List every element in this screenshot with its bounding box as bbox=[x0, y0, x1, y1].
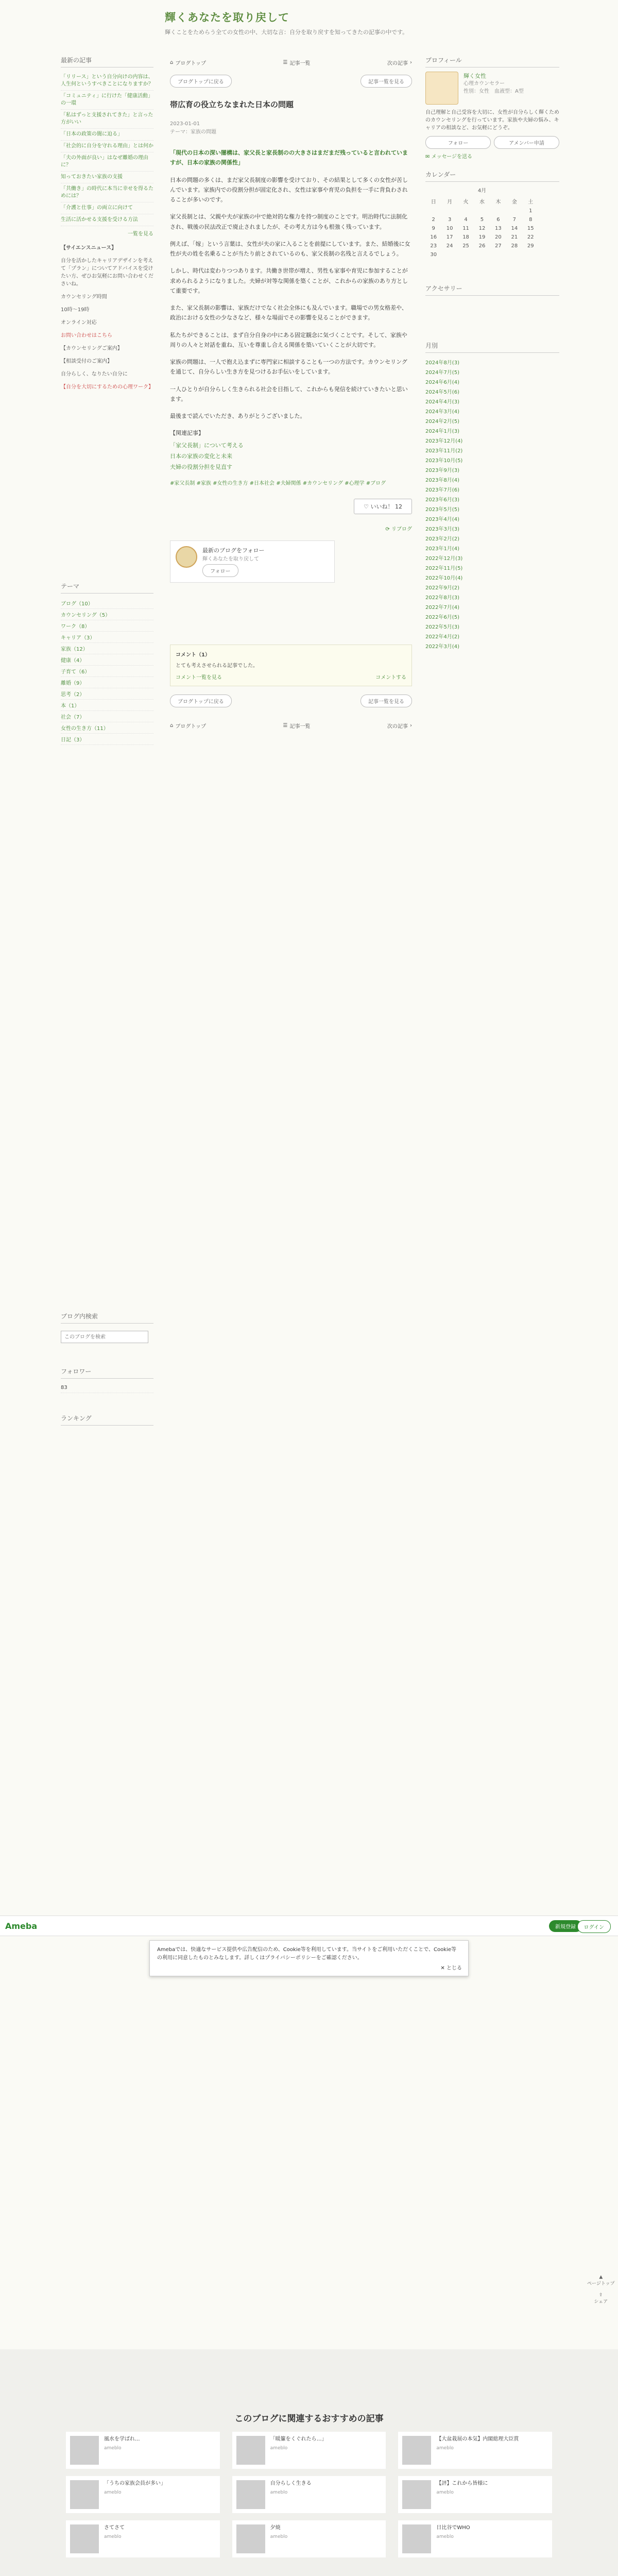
theme-link[interactable]: 社会（7） bbox=[61, 711, 153, 722]
calendar-day[interactable]: 16 bbox=[430, 234, 437, 240]
reblog-icon: ⟳ bbox=[385, 527, 390, 533]
recommend-item-title: 「暖簾をくぐれたら…」 bbox=[270, 2436, 327, 2442]
profile-heading: プロフィール bbox=[425, 56, 559, 67]
profile-image[interactable] bbox=[425, 72, 458, 105]
entry-link[interactable]: 「コミュニティ」に行けた「健康活動」の一環 bbox=[61, 91, 153, 110]
calendar-day[interactable]: 23 bbox=[430, 243, 437, 249]
entry-theme[interactable]: テーマ：家族の問題 bbox=[170, 129, 216, 135]
profile-name[interactable]: 輝く女性 bbox=[464, 73, 486, 79]
comment-post-link[interactable]: コメントする bbox=[375, 675, 406, 681]
theme-link[interactable]: 離婚（9） bbox=[61, 677, 153, 688]
comment-text: とても考えさせられる記事でした。 bbox=[176, 663, 258, 669]
entry-btn-row bbox=[170, 75, 412, 88]
recommend-item[interactable] bbox=[66, 2476, 220, 2513]
recommend-item-source: ameblo bbox=[270, 2446, 288, 2451]
thumbnail bbox=[402, 2524, 431, 2553]
profile-meta: 性別：女性 血液型：A型 bbox=[464, 89, 524, 94]
calendar-day[interactable]: 24 bbox=[446, 243, 453, 249]
notice-text: 【カウンセリングご案内】 bbox=[61, 346, 123, 351]
follow-card bbox=[170, 540, 335, 583]
calendar-day[interactable]: 21 bbox=[511, 234, 518, 240]
blog-header bbox=[165, 9, 453, 36]
cookie-close-button[interactable]: ✕ とじる bbox=[440, 1965, 462, 1971]
comment-list-link[interactable]: コメント一覧を見る bbox=[176, 675, 222, 681]
recommend-item-text bbox=[104, 2436, 140, 2465]
recommend-item[interactable] bbox=[66, 2520, 220, 2557]
entry-list-link[interactable]: ☰ 記事一覧 bbox=[283, 723, 311, 730]
contact-link[interactable]: お問い合わせはこちら bbox=[61, 333, 112, 338]
entry-title: 帯広育の役立ちなまれた日本の問題 bbox=[170, 100, 294, 109]
entry-link[interactable]: 「日本の政策の闇に迫る」 bbox=[61, 129, 153, 141]
archive-link[interactable]: 2024年4月(3) bbox=[425, 399, 459, 405]
recommend-item[interactable] bbox=[398, 2432, 552, 2469]
recommend-item-title: 風水を学ばれ... bbox=[104, 2436, 140, 2442]
theme-list bbox=[61, 598, 153, 745]
archive-link[interactable]: 2023年10月(5) bbox=[425, 458, 463, 464]
recommend-item-text bbox=[436, 2480, 488, 2509]
calendar-day[interactable]: 1 bbox=[529, 208, 533, 214]
recommend-item-source: ameblo bbox=[104, 2534, 122, 2539]
archive-link[interactable]: 2022年5月(3) bbox=[425, 624, 459, 630]
next-entry-link[interactable]: 次の記事 › bbox=[387, 723, 412, 730]
recommend-item-text bbox=[104, 2480, 166, 2509]
like-button[interactable]: ♡ いいね！ 12 bbox=[354, 499, 412, 514]
calendar-day[interactable]: 26 bbox=[478, 243, 486, 249]
notice-text: 【相談受付のご案内】 bbox=[61, 359, 112, 364]
right-sidebar bbox=[425, 56, 559, 651]
theme-link[interactable]: 思考（2） bbox=[61, 688, 153, 700]
theme-heading: テーマ bbox=[61, 582, 153, 594]
body-paragraph: 家父長制とは、父親や夫が家族の中で絶対的な権力を持つ制度のことです。明治時代に法制化され、戦後の民法改正で廃止されましたが、その考え方は今も根強く残っています。 bbox=[170, 213, 408, 230]
entry-link[interactable]: 知っておきたい家族の支援 bbox=[61, 172, 153, 183]
calendar-day bbox=[458, 207, 474, 215]
notice-text: 自分を活かしたキャリアデザインを考えて「プラン」についてアドバイスを受けたい方、ぜひお気軽にお問い合わせくださいね。 bbox=[61, 258, 153, 287]
calendar-day bbox=[441, 250, 457, 259]
thumbnail bbox=[70, 2480, 99, 2509]
entry-nav-bottom bbox=[170, 719, 412, 733]
body-paragraph: 一人ひとりが自分らしく生きられる社会を目指して、これからも発信を続けていきたいと思います。 bbox=[170, 385, 408, 402]
body-paragraph: 最後まで読んでいただき、ありがとうございました。 bbox=[170, 413, 306, 419]
recommend-item-title: 【評】これから皆様に bbox=[436, 2481, 488, 2486]
archive-link[interactable]: 2022年6月(5) bbox=[425, 615, 459, 620]
entries-more-link[interactable]: 一覧を見る bbox=[128, 231, 153, 237]
calendar-day[interactable]: 19 bbox=[478, 234, 486, 240]
theme-link[interactable]: 日記（3） bbox=[61, 734, 153, 745]
calendar-day[interactable]: 5 bbox=[480, 217, 484, 223]
blog-search-input[interactable] bbox=[61, 1331, 148, 1343]
recommend-item-source: ameblo bbox=[104, 2490, 122, 2495]
recommend-item[interactable] bbox=[398, 2476, 552, 2513]
calendar-day[interactable]: 17 bbox=[446, 234, 453, 240]
weekday: 日 bbox=[431, 199, 436, 205]
calendar-day[interactable]: 4 bbox=[464, 217, 468, 223]
calendar-day bbox=[458, 250, 474, 259]
heart-icon: ♡ bbox=[364, 503, 369, 511]
recommend-section-related bbox=[0, 2411, 618, 2424]
list-icon: ☰ bbox=[283, 60, 288, 65]
calendar-day[interactable]: 12 bbox=[478, 226, 486, 231]
theme-link[interactable]: カウンセリング（5） bbox=[61, 609, 153, 620]
theme-link[interactable]: キャリア（3） bbox=[61, 632, 153, 643]
calendar-day[interactable]: 7 bbox=[512, 217, 516, 223]
profile-actions bbox=[425, 136, 559, 149]
calendar-day[interactable]: 2 bbox=[432, 217, 435, 223]
theme-link[interactable]: 本（1） bbox=[61, 700, 153, 711]
recommend-item-title: 「うちの家族会員が多い」 bbox=[104, 2481, 166, 2486]
blog-title[interactable]: 輝くあなたを取り戻して bbox=[165, 11, 289, 24]
blog-top-link[interactable]: ⌂ ブログトップ bbox=[170, 60, 207, 66]
accessory-heading: アクセサリー bbox=[425, 284, 559, 296]
recommend-item[interactable] bbox=[398, 2520, 552, 2557]
list-button[interactable]: 記事一覧を見る bbox=[360, 75, 412, 88]
recommend-item-title: 【大盆栽展の本気】内閣総理大臣賞 bbox=[436, 2436, 519, 2442]
chevron-right-icon: › bbox=[410, 723, 412, 729]
thumbnail bbox=[70, 2524, 99, 2553]
recommend-item-source: ameblo bbox=[104, 2446, 122, 2451]
follow-card-sub: 輝くあなたを取り戻して bbox=[202, 556, 259, 563]
related-link[interactable]: 夫婦の役割分担を見直す bbox=[170, 464, 232, 470]
close-icon: ✕ bbox=[440, 1965, 445, 1971]
entry-link[interactable]: 生活に活かせる支援を受ける方法 bbox=[61, 214, 153, 226]
notice-text: 自分らしく、なりたい自分に bbox=[61, 371, 128, 377]
recommend-item-title: 自分らしく生きる bbox=[270, 2481, 312, 2486]
calendar-day bbox=[474, 250, 490, 259]
weekday: 金 bbox=[511, 199, 517, 205]
home-icon: ⌂ bbox=[170, 60, 174, 65]
share-icon: ⇪ bbox=[599, 2293, 603, 2298]
signup-button[interactable]: 新規登録 bbox=[549, 1920, 582, 1932]
calendar-day bbox=[506, 207, 522, 215]
archive-link[interactable]: 2022年12月(3) bbox=[425, 556, 463, 562]
notice-text: 10時〜19時 bbox=[61, 307, 90, 313]
archive-link[interactable]: 2022年9月(2) bbox=[425, 585, 459, 591]
follow-button[interactable]: フォロー bbox=[425, 136, 491, 149]
calendar bbox=[425, 186, 539, 259]
archive-link[interactable]: 2022年3月(4) bbox=[425, 644, 459, 650]
weekday: 木 bbox=[495, 199, 501, 205]
related-link[interactable]: 日本の家族の変化と未来 bbox=[170, 452, 232, 460]
home-icon: ⌂ bbox=[170, 723, 174, 729]
recommend-item[interactable] bbox=[232, 2520, 386, 2557]
reblog-link[interactable]: ⟳ リブログ bbox=[385, 527, 412, 533]
entry-link[interactable]: 「リリース」という自分向けの内容は、人生何というすべきことになりますか？ bbox=[61, 72, 153, 91]
calendar-month: 4月 bbox=[477, 188, 487, 194]
calendar-day[interactable]: 9 bbox=[432, 226, 435, 231]
archive-link[interactable]: 2023年11月(2) bbox=[425, 448, 463, 454]
amember-button[interactable]: アメンバー申請 bbox=[494, 136, 559, 149]
profile-text: 自己理解と自己受容を大切に、女性が自分らしく輝くためのカウンセリングを行っています。家族や夫婦の悩み、キャリアの相談など、お気軽にどうぞ。 bbox=[425, 110, 559, 131]
recommend-title: このブログに関連するおすすめの記事 bbox=[234, 2414, 384, 2424]
thumbnail bbox=[236, 2436, 265, 2465]
recommend-item-source: ameblo bbox=[270, 2490, 288, 2495]
notice-link[interactable]: 【自分を大切にするための心理ワーク】 bbox=[61, 384, 153, 390]
notice-area bbox=[61, 244, 153, 391]
back-to-top-button[interactable]: ブログトップに戻る bbox=[170, 694, 232, 707]
body-paragraph: 例えば、「嫁」という言葉は、女性が夫の家に入ることを前提にしています。また、結婚後に女性が夫の姓を名乗ることが当たり前とされているのも、家父長制の名残と言えるでしょう。 bbox=[170, 240, 410, 257]
thumbnail bbox=[402, 2480, 431, 2509]
archive-link[interactable]: 2022年11月(5) bbox=[425, 566, 463, 571]
back-to-top-button[interactable]: ブログトップに戻る bbox=[170, 75, 232, 88]
entry-tags[interactable]: #家父長制 #家族 #女性の生き方 #日本社会 #夫婦関係 #カウンセリング #心理学 #ブログ bbox=[170, 481, 386, 487]
blog-top-link[interactable]: ⌂ ブログトップ bbox=[170, 723, 207, 730]
weekday: 土 bbox=[528, 199, 534, 205]
calendar-day[interactable]: 30 bbox=[430, 252, 437, 258]
notice-text: カウンセリング時間 bbox=[61, 294, 107, 300]
entry-nav-top bbox=[170, 56, 412, 70]
archive-link[interactable]: 2023年2月(2) bbox=[425, 536, 459, 542]
login-button[interactable]: ログイン bbox=[577, 1920, 611, 1933]
recommend-item-source: ameblo bbox=[436, 2446, 454, 2451]
calendar-day bbox=[425, 207, 441, 215]
recommend-item-source: ameblo bbox=[436, 2490, 454, 2495]
latest-entries-heading: 最新の記事 bbox=[61, 56, 153, 67]
cookie-banner bbox=[149, 1940, 469, 1976]
related-link[interactable]: 「家父長制」について考える bbox=[170, 442, 244, 449]
search-heading: ブログ内検索 bbox=[61, 1312, 153, 1324]
recommend-item-title: さてさて bbox=[104, 2525, 125, 2531]
calendar-day[interactable]: 10 bbox=[446, 226, 453, 231]
arrow-up-icon: ▲ bbox=[599, 2275, 603, 2280]
entry-body bbox=[170, 148, 412, 472]
archive-link[interactable]: 2022年7月(4) bbox=[425, 605, 459, 611]
archive-link[interactable]: 2023年1月(4) bbox=[425, 546, 459, 552]
avatar bbox=[176, 546, 197, 568]
body-paragraph: しかし、時代は変わりつつあります。共働き世帯が増え、男性も家事や育児に参加することが求められるようになりました。夫婦が対等な関係を築くことが、これからの家族のあり方として重要です。 bbox=[170, 267, 408, 294]
calendar-day[interactable]: 20 bbox=[495, 234, 502, 240]
archive-link[interactable]: 2022年8月(3) bbox=[425, 595, 459, 601]
body-paragraph: 「現代の日本の深い闇構は、家父長と家長制のの大きさはまだまだ残っていると言われていますが、日本の家族の関係性」 bbox=[170, 149, 408, 166]
calendar-day[interactable]: 27 bbox=[495, 243, 502, 249]
entry-link[interactable]: 「社会的に自分を守れる理由」とは何か bbox=[61, 141, 153, 152]
archive-link[interactable]: 2023年6月(3) bbox=[425, 497, 459, 503]
archive-heading: 月別 bbox=[425, 341, 559, 353]
weekday: 火 bbox=[463, 199, 469, 205]
calendar-day[interactable]: 6 bbox=[496, 217, 500, 223]
message-link[interactable]: ✉ メッセージを送る bbox=[425, 154, 472, 160]
entry-link[interactable]: 「介護と仕事」の両立に向けて bbox=[61, 202, 153, 214]
calendar-heading: カレンダー bbox=[425, 170, 559, 182]
calendar-day[interactable]: 18 bbox=[462, 234, 469, 240]
ameba-header-bar bbox=[0, 1916, 618, 1936]
theme-link[interactable]: 子育て（6） bbox=[61, 666, 153, 677]
archive-link[interactable]: 2024年1月(3) bbox=[425, 429, 459, 434]
recommend-item-text bbox=[436, 2524, 470, 2553]
archive-link[interactable]: 2023年7月(6) bbox=[425, 487, 459, 493]
archive-link[interactable]: 2024年7月(5) bbox=[425, 370, 459, 376]
ranking-heading: ランキング bbox=[61, 1414, 153, 1426]
archive-link[interactable]: 2024年6月(4) bbox=[425, 380, 459, 385]
archive-list bbox=[425, 357, 559, 651]
latest-entries bbox=[61, 72, 153, 226]
left-sidebar bbox=[61, 56, 153, 1430]
calendar-days bbox=[425, 207, 539, 259]
calendar-day bbox=[474, 207, 490, 215]
notice-text: オンライン対応 bbox=[61, 320, 97, 326]
calendar-day[interactable]: 29 bbox=[527, 243, 534, 249]
body-paragraph: 日本の問題の多くは、まだ家父長制度の影響を受けており、その結果として多くの女性が苦しんでいます。家族内での役割分担が固定化され、女性は家事や育児の負担を一手に背負わされることが多いのです。 bbox=[170, 176, 408, 203]
recommend-item-title: 日比谷でWHO bbox=[436, 2525, 470, 2531]
archive-link[interactable]: 2022年10月(4) bbox=[425, 575, 463, 581]
calendar-day[interactable]: 13 bbox=[495, 226, 502, 231]
calendar-day[interactable]: 11 bbox=[462, 226, 469, 231]
archive-link[interactable]: 2024年2月(5) bbox=[425, 419, 459, 425]
thumbnail bbox=[236, 2524, 265, 2553]
follower-heading: フォロワー bbox=[61, 1367, 153, 1379]
profile bbox=[425, 72, 559, 105]
calendar-day bbox=[506, 250, 522, 259]
entry-meta bbox=[170, 120, 412, 137]
weekday: 月 bbox=[447, 199, 453, 205]
thumbnail bbox=[70, 2436, 99, 2465]
recommend-item-text bbox=[104, 2524, 125, 2553]
archive-link[interactable]: 2023年3月(3) bbox=[425, 527, 459, 532]
page-top-button[interactable]: ▲ ページトップ bbox=[587, 2275, 615, 2286]
like-area bbox=[170, 499, 412, 514]
archive-link[interactable]: 2023年8月(4) bbox=[425, 478, 459, 483]
calendar-day[interactable]: 14 bbox=[511, 226, 518, 231]
entry-btn-row-bottom bbox=[170, 694, 412, 707]
entry-date: 2023-01-01 bbox=[170, 121, 200, 127]
archive-link[interactable]: 2023年5月(5) bbox=[425, 507, 459, 513]
thumbnail bbox=[236, 2480, 265, 2509]
archive-link[interactable]: 2024年3月(4) bbox=[425, 409, 459, 415]
recommend-item[interactable] bbox=[232, 2432, 386, 2469]
calendar-day[interactable]: 22 bbox=[527, 234, 534, 240]
recommend-item-source: ameblo bbox=[436, 2534, 454, 2539]
calendar-day bbox=[490, 207, 506, 215]
thumbnail bbox=[402, 2436, 431, 2465]
archive-link[interactable]: 2023年4月(4) bbox=[425, 517, 459, 522]
calendar-day bbox=[523, 250, 539, 259]
entry-link[interactable]: 「共働き」の時代に本当に幸せを得るためには？ bbox=[61, 183, 153, 202]
ameba-logo[interactable]: Ameba bbox=[5, 1921, 38, 1931]
theme-link[interactable]: 家族（12） bbox=[61, 643, 153, 654]
calendar-day[interactable]: 28 bbox=[511, 243, 518, 249]
main-content bbox=[170, 56, 412, 733]
chevron-right-icon: › bbox=[410, 60, 412, 65]
entry-link[interactable]: 「私はずっと支援されてきた」と言った方がいい bbox=[61, 110, 153, 129]
comment-box bbox=[170, 645, 412, 686]
archive-link[interactable]: 2024年5月(6) bbox=[425, 389, 459, 395]
calendar-day bbox=[490, 250, 506, 259]
follower-count: 83 bbox=[61, 1383, 153, 1393]
calendar-day[interactable]: 8 bbox=[529, 217, 533, 223]
body-paragraph: 私たちができることは、まず自分自身の中にある固定観念に気づくことです。そして、家族や周りの人々と対話を重ね、互いを尊重し合える関係を築いていくことが大切です。 bbox=[170, 331, 407, 348]
recommend-item-text bbox=[436, 2436, 519, 2465]
theme-link[interactable]: 健康（4） bbox=[61, 654, 153, 666]
recommend-grid-related bbox=[66, 2432, 552, 2557]
entry-list-link[interactable]: ☰ 記事一覧 bbox=[283, 60, 311, 66]
recommend-item-source: ameblo bbox=[270, 2534, 288, 2539]
related-heading: 【関連記事】 bbox=[170, 430, 204, 437]
recommend-item-text bbox=[270, 2524, 288, 2553]
follow-button[interactable]: フォロー bbox=[202, 564, 238, 577]
recommend-item-title: 夕焼 bbox=[270, 2525, 281, 2531]
calendar-day bbox=[441, 207, 457, 215]
theme-link[interactable]: 女性の生き方（11） bbox=[61, 722, 153, 734]
notice-title: 【サイエンスニュース】 bbox=[61, 245, 117, 251]
calendar-day[interactable]: 25 bbox=[462, 243, 469, 249]
theme-link[interactable]: ワーク（8） bbox=[61, 620, 153, 632]
entry-link[interactable]: 「夫の外面が良い」はなぜ離婚の理由に？ bbox=[61, 152, 153, 172]
body-paragraph: 家族の問題は、一人で抱え込まずに専門家に相談することも一つの方法です。カウンセリングを通じて、自分らしい生き方を見つけるお手伝いをしています。 bbox=[170, 359, 407, 376]
comment-heading: コメント（1） bbox=[176, 652, 210, 658]
list-button[interactable]: 記事一覧を見る bbox=[360, 694, 412, 707]
list-icon: ☰ bbox=[283, 723, 288, 729]
mail-icon: ✉ bbox=[425, 154, 430, 160]
body-paragraph: また、家父長制の影響は、家族だけでなく社会全体にも及んでいます。職場での男女格差や、政治における女性の少なさなど、様々な場面でその影響を見ることができます。 bbox=[170, 304, 407, 321]
calendar-day[interactable]: 15 bbox=[527, 226, 534, 231]
calendar-table bbox=[425, 196, 539, 207]
next-entry-link[interactable]: 次の記事 › bbox=[387, 60, 412, 66]
recommend-item[interactable] bbox=[66, 2432, 220, 2469]
theme-link[interactable]: ブログ（10） bbox=[61, 598, 153, 609]
profile-sub: 心理カウンセラー bbox=[464, 81, 505, 87]
archive-link[interactable]: 2022年4月(2) bbox=[425, 634, 459, 640]
archive-link[interactable]: 2023年12月(4) bbox=[425, 438, 463, 444]
follow-card-title: 最新のブログをフォロー bbox=[202, 547, 265, 554]
share-button[interactable]: ⇪ シェア bbox=[594, 2293, 608, 2304]
archive-link[interactable]: 2023年9月(3) bbox=[425, 468, 459, 473]
recommend-item-text bbox=[270, 2480, 312, 2509]
cookie-text: Amebaでは、快適なサービス提供や広告配信のため、Cookie等を利用しています。当サイトをご利用いただくことで、Cookie等の利用に同意したものとみなします。詳しくはプライバシーポリシーをご確認ください。 bbox=[157, 1947, 456, 1961]
recommend-item-text bbox=[270, 2436, 327, 2465]
archive-link[interactable]: 2024年8月(3) bbox=[425, 360, 459, 366]
calendar-day[interactable]: 3 bbox=[448, 217, 452, 223]
recommend-item[interactable] bbox=[232, 2476, 386, 2513]
blog-description: 輝くことをためらう全ての女性の中、大切な言：自分を取り戻すを知ってきたの記事の中です。 bbox=[165, 29, 408, 36]
side-tools bbox=[587, 2275, 615, 2311]
weekday: 水 bbox=[479, 199, 485, 205]
